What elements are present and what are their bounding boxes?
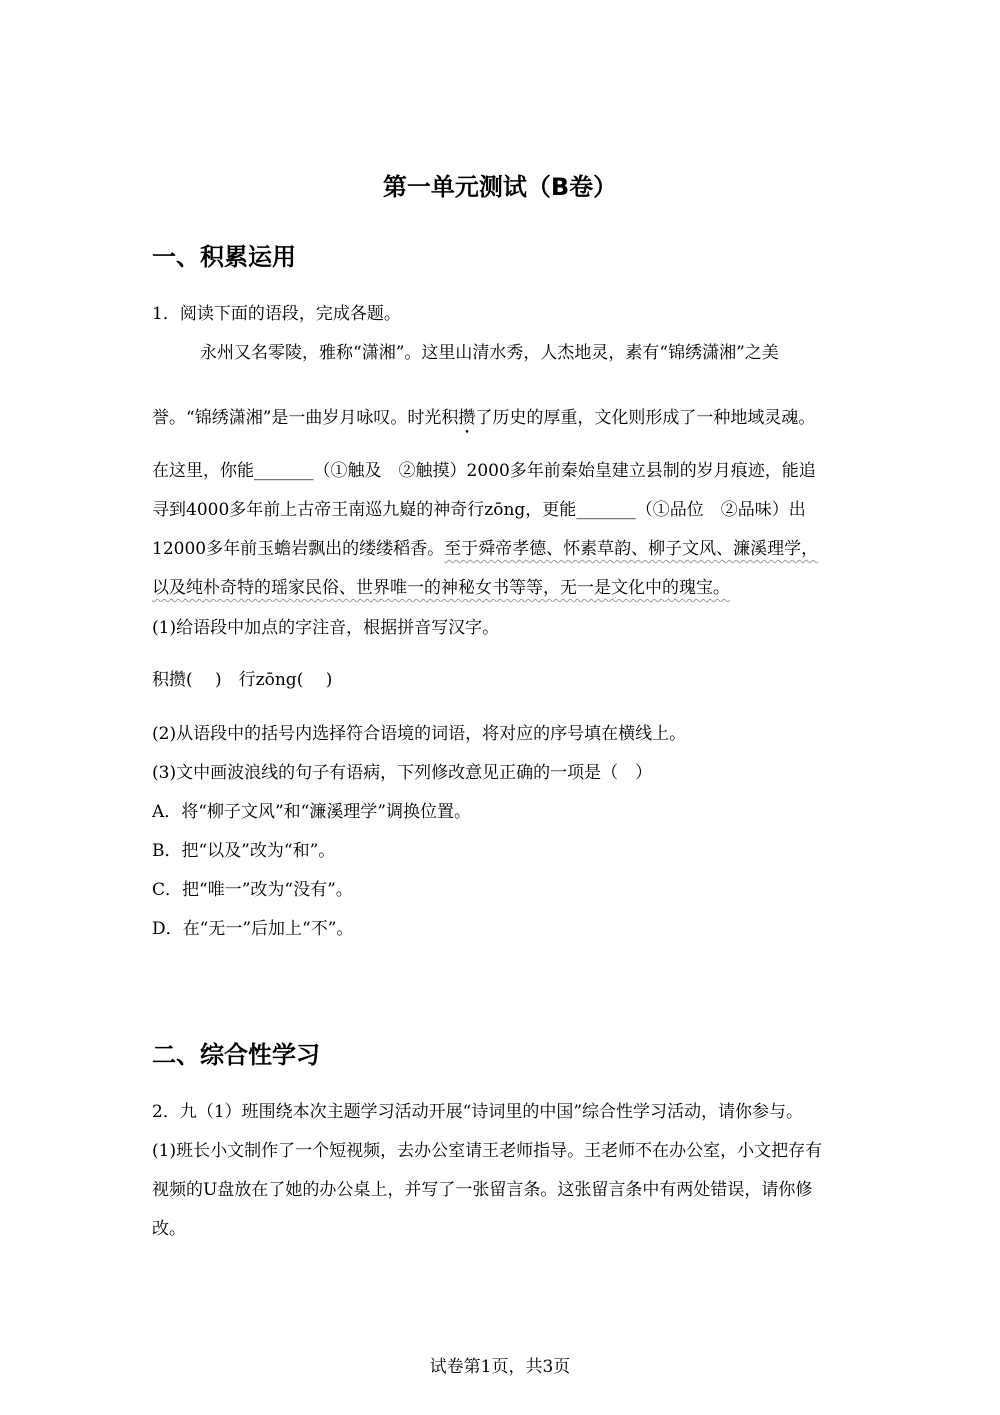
- passage-line-6: [152, 577, 730, 599]
- question-1-sub-3: (3)文中画波浪线的句子有语病，下列修改意见正确的一项是（ ）: [152, 763, 653, 783]
- passage-line-4: 寻到4000多年前上古帝王南巡九嶷的神奇行zōng，更能_______（①品位 ②品味）出: [152, 500, 806, 520]
- option-d: D．在“无一”后加上“不”。: [152, 919, 354, 939]
- passage-line-2-before: 誉。“锦绣潇湘”是一曲岁月咏叹。时光积: [152, 408, 459, 428]
- section-heading-1: 一、积累运用: [152, 243, 296, 271]
- question-1-sub-1: (1)给语段中加点的字注音，根据拼音写汉字。: [152, 618, 500, 638]
- passage-line-5-plain: 12000多年前玉蟾岩飘出的缕缕稻香。: [152, 539, 445, 559]
- option-c: C．把“唯一”改为“没有”。: [152, 880, 353, 900]
- passage-line-1: 永州又名零陵，雅称“潇湘”。这里山清水秀，人杰地灵，素有“锦绣潇湘”之美: [200, 343, 779, 363]
- passage-line-3: 在这里，你能_______（①触及 ②触摸）2000多年前秦始皇建立县制的岁月痕迹，能追: [152, 461, 816, 481]
- question-1-prompt: 1．阅读下面的语段，完成各题。: [152, 304, 401, 324]
- question-2-sub-1-line-2: 视频的U盘放在了她的办公桌上，并写了一张留言条。这张留言条中有两处错误，请你修: [152, 1180, 813, 1200]
- passage-line-2-after: 了历史的厚重，文化则形成了一种地域灵魂。: [475, 408, 816, 428]
- question-2-sub-1-line-1: (1)班长小文制作了一个短视频，去办公室请王老师指导。王老师不在办公室，小文把存有: [152, 1141, 823, 1161]
- question-2-prompt: 2．九（1）班围绕本次主题学习活动开展“诗词里的中国”综合性学习活动，请你参与。: [152, 1102, 804, 1122]
- passage-line-5: [152, 538, 818, 560]
- wavy-sentence-part-1: 至于舜帝孝德、怀素草韵、柳子文风、濂溪理学，: [444, 539, 819, 559]
- question-1-sub-1-answer: 积攒( ) 行zōng( ): [152, 670, 333, 690]
- question-2-sub-1-line-3: 改。: [152, 1219, 186, 1239]
- option-a: A．将“柳子文风”和“濂溪理学”调换位置。: [152, 802, 472, 822]
- dotted-char: 攒: [458, 408, 476, 428]
- option-b: B．把“以及”改为“和”。: [152, 841, 336, 861]
- section-heading-2: 二、综合性学习: [152, 1041, 320, 1069]
- question-1-sub-2: (2)从语段中的括号内选择符合语境的词语，将对应的序号填在横线上。: [152, 724, 687, 744]
- wavy-sentence-part-2: 以及纯朴奇特的瑶家民俗、世界唯一的神秘女书等等，无一是文化中的瑰宝。: [152, 578, 730, 598]
- page-footer: 试卷第1页，共3页: [429, 1357, 571, 1377]
- passage-line-2: [152, 407, 815, 438]
- page-title: 第一单元测试（B卷）: [382, 173, 618, 201]
